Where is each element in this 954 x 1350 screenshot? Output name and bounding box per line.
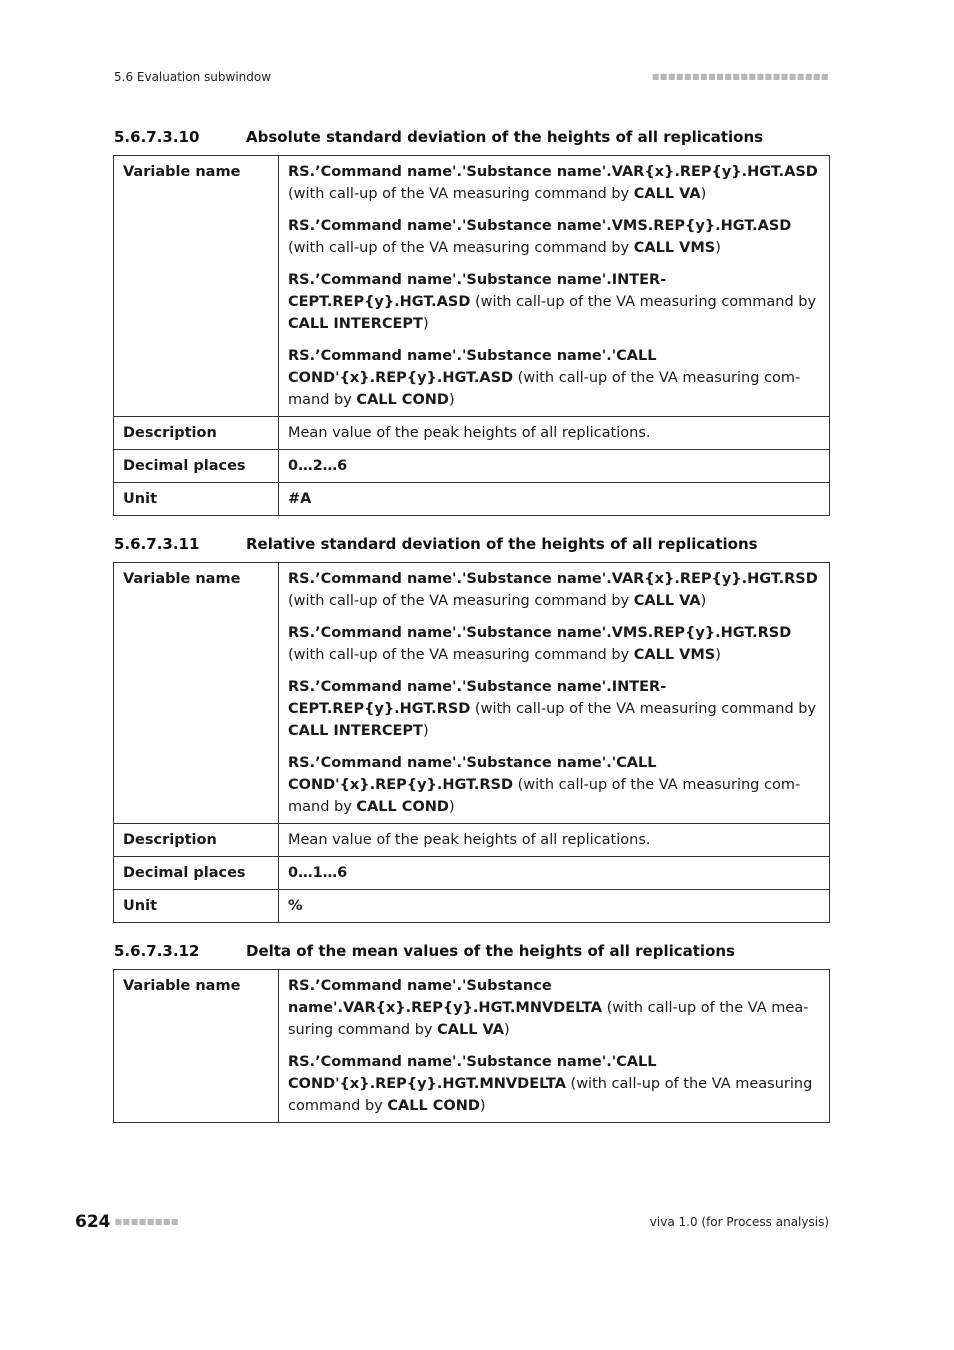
- row-label: Variable name: [114, 563, 279, 824]
- description-value: Mean value of the peak heights of all replications.: [279, 417, 830, 450]
- section-heading-12: [114, 942, 735, 960]
- row-label: Unit: [114, 483, 279, 516]
- table-row: [114, 890, 830, 923]
- variable-entry: RS.’Command name'.'Substance name'.VMS.REP{y}.HGT.ASD (with call-up of the VA measuring command by CALL VMS): [288, 218, 792, 256]
- unit-value: %: [279, 890, 830, 923]
- section-title: Delta of the mean values of the heights of all replications: [246, 942, 735, 960]
- variable-entry: RS.’Command name'.'Substance name'.INTERCEPT.REP{y}.HGT.ASD (with call-up of the VA measuring command by CALL INTERCEPT): [288, 272, 817, 332]
- variable-table-11: [113, 562, 830, 923]
- product-name: viva 1.0 (for Process analysis): [649, 1215, 829, 1229]
- variable-table-12: [113, 969, 830, 1123]
- decimal-places-value: 0…2…6: [279, 450, 830, 483]
- unit-value: #A: [279, 483, 830, 516]
- table-row: [114, 417, 830, 450]
- page-number-value: 624: [75, 1212, 111, 1232]
- footer-decoration: ■■■■■■■■: [114, 1217, 179, 1226]
- variable-entry: RS.’Command name'.'Substance name'.VAR{x}.REP{y}.HGT.ASD (with call-up of the VA measuring command by CALL VA): [288, 164, 818, 202]
- variable-entry: RS.’Command name'.'Substance name'.'CALL COND'{x}.REP{y}.HGT.RSD (with call-up of the VA measuring command by CALL COND): [288, 755, 801, 815]
- table-row: [114, 824, 830, 857]
- row-label: Variable name: [114, 970, 279, 1123]
- variable-table-10: [113, 155, 830, 516]
- table-row: [114, 483, 830, 516]
- variable-entry: RS.’Command name'.'Substance name'.VMS.REP{y}.HGT.RSD (with call-up of the VA measuring command by CALL VMS): [288, 625, 792, 663]
- decimal-places-value: 0…1…6: [279, 857, 830, 890]
- row-label: Decimal places: [114, 857, 279, 890]
- section-heading-10: [114, 128, 763, 146]
- row-label: Decimal places: [114, 450, 279, 483]
- section-number: 5.6.7.3.12: [114, 942, 200, 960]
- variable-name-cell: [279, 970, 830, 1123]
- running-header-section: 5.6 Evaluation subwindow: [114, 70, 272, 84]
- variable-entry: RS.’Command name'.'Substance name'.VAR{x}.REP{y}.HGT.MNVDELTA (with call-up of the VA measuring command by CALL VA): [288, 978, 809, 1038]
- section-title: Relative standard deviation of the heights of all replications: [246, 535, 758, 553]
- table-row: [114, 156, 830, 417]
- variable-entry: RS.’Command name'.'Substance name'.'CALL COND'{x}.REP{y}.HGT.MNVDELTA (with call-up of the VA measuring command by CALL COND): [288, 1054, 813, 1114]
- table-row: [114, 857, 830, 890]
- variable-name-cell: [279, 563, 830, 824]
- description-value: Mean value of the peak heights of all replications.: [279, 824, 830, 857]
- table-row: [114, 970, 830, 1123]
- row-label: Description: [114, 824, 279, 857]
- row-label: Unit: [114, 890, 279, 923]
- variable-entry: RS.’Command name'.'Substance name'.INTERCEPT.REP{y}.HGT.RSD (with call-up of the VA measuring command by CALL INTERCEPT): [288, 679, 817, 739]
- row-label: Description: [114, 417, 279, 450]
- section-number: 5.6.7.3.10: [114, 128, 200, 146]
- row-label: Variable name: [114, 156, 279, 417]
- page-number: [75, 1212, 179, 1232]
- table-row: [114, 450, 830, 483]
- variable-name-cell: [279, 156, 830, 417]
- section-number: 5.6.7.3.11: [114, 535, 200, 553]
- section-heading-11: [114, 535, 758, 553]
- table-row: [114, 563, 830, 824]
- variable-entry: RS.’Command name'.'Substance name'.'CALL COND'{x}.REP{y}.HGT.ASD (with call-up of the VA measuring command by CALL COND): [288, 348, 801, 408]
- section-title: Absolute standard deviation of the heights of all replications: [246, 128, 764, 146]
- variable-entry: RS.’Command name'.'Substance name'.VAR{x}.REP{y}.HGT.RSD (with call-up of the VA measuring command by CALL VA): [288, 571, 818, 609]
- header-decoration: ■■■■■■■■■■■■■■■■■■■■■■: [651, 72, 829, 81]
